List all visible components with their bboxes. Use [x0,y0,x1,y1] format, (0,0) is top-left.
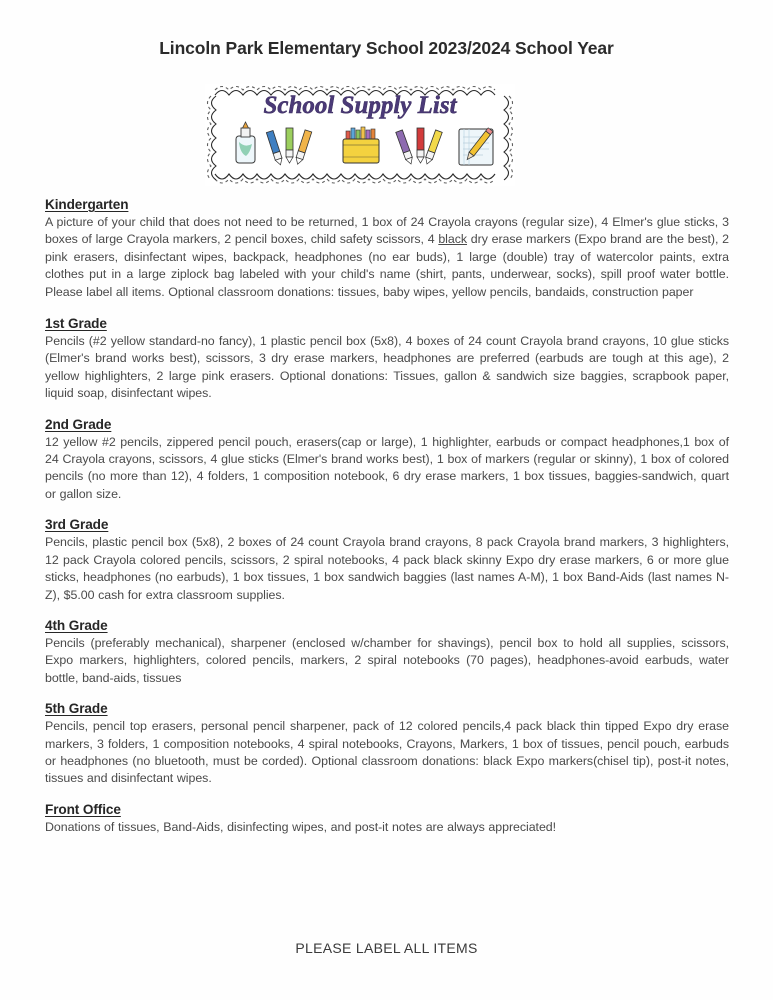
page-title: Lincoln Park Elementary School 2023/2024 School Year [159,38,614,58]
kindergarten-text-post: dry erase markers (Expo brand are the best), 2 pink erasers, disinfectant wipes, backpack, headphones (no ear buds), 1 large (double) tray of watercolor paints, extra clothes put in a large ziplock bag labeled with your child's name (shirt, pants, underwear, socks), spill proof water bottle. Please label all items. Optional classroom donations: tissues, baby wipes, yellow pencils, bandaids, construction paper [45,232,729,299]
section-heading-grade-5: 5th Grade [45,701,108,717]
section-heading-grade-1: 1st Grade [45,316,107,332]
banner-svg [205,84,515,186]
section-body-grade-4: Pencils (preferably mechanical), sharpener (enclosed w/chamber for shavings), pencil box to hold all supplies, scissors, Expo markers, highlighters, colored pencils, markers, 2 spiral notebooks (70 pages), headphones-avoid earbuds, water bottle, band-aids, tissues [45,635,729,685]
section-front-office [45,801,729,836]
section-grade-5 [45,700,729,788]
section-body-grade-2: 12 yellow #2 pencils, zippered pencil pouch, erasers(cap or large), 1 highlighter, earbuds or compact headphones,1 box of 24 Crayola crayons, scissors, 4 glue sticks (Elmer's brand works best), 1 box of markers (regular or skinny), 1 box of colored pencils (no more than 12), 4 folders, 1 composition notebook, 6 dry erase markers, 1 box tissues, baggies-sandwich, quart or gallon size. [45,434,729,501]
section-heading-kindergarten: Kindergarten [45,197,129,212]
section-heading-front-office: Front Office [45,801,121,817]
crayon-box-icon [343,127,379,163]
kindergarten-text-underlined: black [438,232,468,247]
section-heading-grade-4: 4th Grade [45,617,108,633]
kindergarten-text-pre: A picture of your child that does not need to be returned, 1 box of 24 Crayola crayons (regular size), 4 Elmer's glue sticks, 3 boxes of large Crayola markers, 2 pencil boxes, child safety scissors, 4 [45,215,729,247]
section-heading-grade-2: 2nd Grade [45,416,112,432]
supply-list-content [45,196,729,849]
section-grade-3 [45,516,729,604]
section-kindergarten [45,196,729,301]
school-supply-list-banner-image [205,84,515,186]
section-heading-grade-3: 3rd Grade [45,517,109,533]
section-body-grade-1: Pencils (#2 yellow standard-no fancy), 1 plastic pencil box (5x8), 4 boxes of 24 count Crayola brand crayons, 10 glue sticks (Elmer's brand works best), scissors, 3 dry erase markers, headphones are preferred (earbuds are tough at this age), 2 yellow highlighters, 2 large pink erasers. Optional donations: Tissues, gallon & sandwich size baggies, scrapbook paper, liquid soap, disinfectant wipes. [45,334,729,401]
section-grade-1 [45,315,729,403]
section-grade-4 [45,617,729,687]
section-body-kindergarten [45,214,729,301]
section-body-grade-3: Pencils, plastic pencil box (5x8), 2 boxes of 24 count Crayola brand crayons, 8 pack Crayola brand markers, 3 highlighters, 12 pack Crayola colored pencils, scissors, 2 spiral notebooks, 4 pack black skinny Expo dry erase markers, 6 or more glue sticks, headphones (no earbuds), 1 box tissues, 1 box sandwich baggies (last names A-M), 1 box Band-Aids (last names N-Z), $5.00 cash for extra classroom supplies. [45,535,729,602]
banner-heading: School Supply List [263,92,457,119]
section-body-grade-5: Pencils, pencil top erasers, personal pencil sharpener, pack of 12 colored pencils,4 pack black thin tipped Expo dry erase markers, 3 folders, 1 composition notebooks, 4 spiral notebooks, Crayons, Markers, 1 box of tissues, pencil pouch, earbuds or headphones (no bluetooth, must be corded). Optional classroom donations: black Expo markers(chisel tip), post-it notes, tissues and disinfectant wipes. [45,719,729,786]
notebook-pencil-icon [459,128,493,165]
footer-please-label-all-items: PLEASE LABEL ALL ITEMS [295,940,478,956]
section-grade-2 [45,416,729,504]
section-body-front-office: Donations of tissues, Band-Aids, disinfecting wipes, and post-it notes are always appreciated! [45,819,557,834]
